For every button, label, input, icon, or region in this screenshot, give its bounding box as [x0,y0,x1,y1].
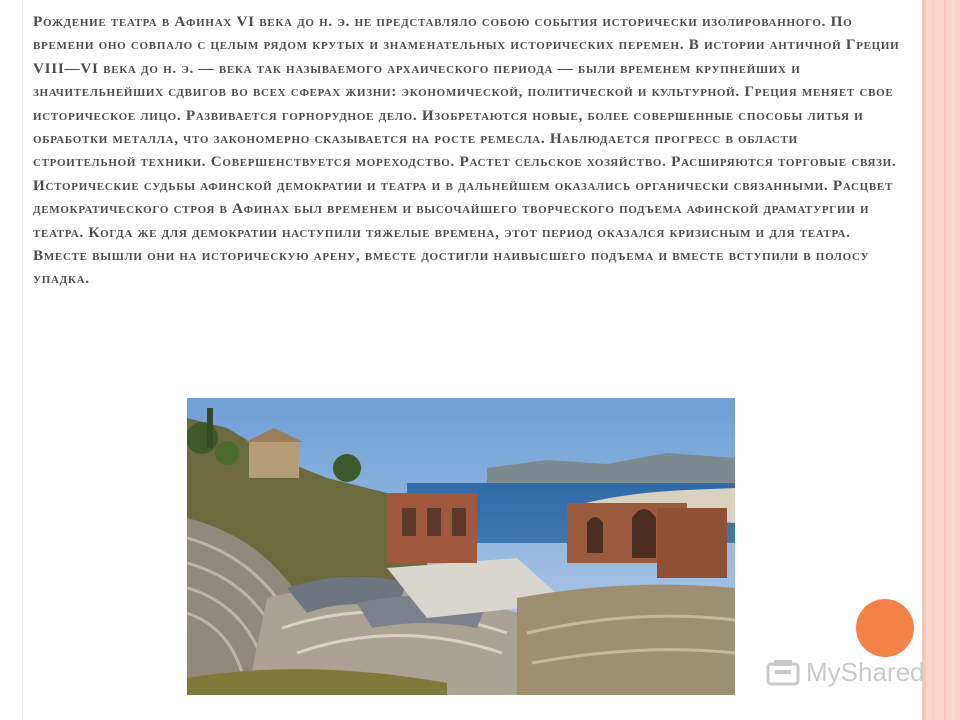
slide-body-text: Рождение театра в Афинах VI века до н. э. не представляло собою события исторически изолированного. По времени оно совпало с целым рядом крутых и знаменательных исторических перемен. В истории античной Греции VIII—VI века до н. э. — века так называемого архаического периода — были временем крупнейших и значительнейших сдвигов во всех сферах жизни: экономической, политической и культурной. Греция меняет свое историческое лицо. Развивается горнорудное дело. Изобретаются новые, более совершенные способы литья и обработки металла, что закономерно сказывается на росте ремесла. Наблюдается прогресс в области строительной техники. Совершенствуется мореходство. Растет сельское хозяйство. Расширяются торговые связи. Исторические судьбы афинской демократии и театра и в дальнейшем оказались органически связанными. Расцвет демократического строя в Афинах был временем и высочайшего творческого подъема афинской драматургии и театра. Когда же для демократии наступили тяжелые времена, этот период оказался кризисным и для театра. Вместе вышли они на историческую арену, вместе достигли наивысшего подъема и вместе вступили в полосу упадка. [33,13,900,288]
decorative-stripes [922,0,960,720]
left-frame [0,0,24,720]
watermark-text: MyShared [806,657,925,687]
accent-dot [856,599,914,657]
myshared-logo-icon [766,658,800,688]
watermark [766,657,925,688]
ancient-theatre-photo [187,398,735,695]
